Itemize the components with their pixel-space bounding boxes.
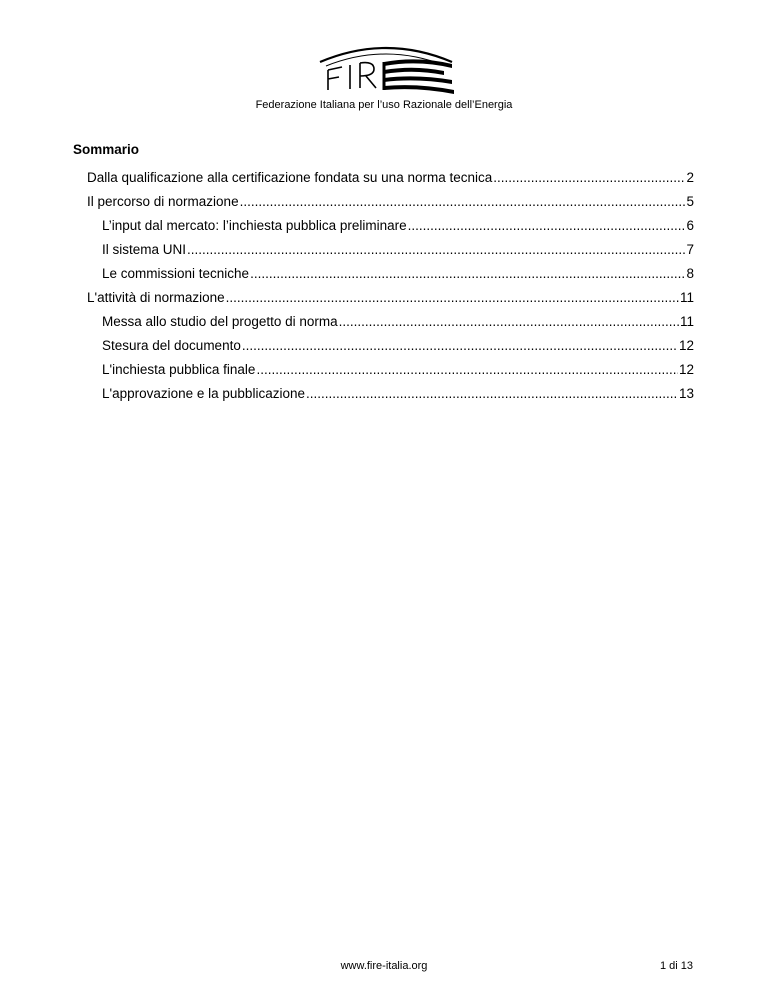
toc-entry[interactable] bbox=[102, 241, 694, 259]
toc-entry-page: 5 bbox=[686, 194, 694, 209]
toc-entry-text: Il percorso di normazione bbox=[87, 194, 239, 209]
toc-entry[interactable] bbox=[102, 313, 694, 331]
toc-entry-text: L'inchiesta pubblica finale bbox=[102, 362, 256, 377]
toc-entry-text: Il sistema UNI bbox=[102, 242, 187, 257]
toc-entry-text: L’input dal mercato: l’inchiesta pubblica preliminare bbox=[102, 218, 407, 233]
toc-entry[interactable] bbox=[102, 385, 694, 403]
toc-entry-page: 11 bbox=[679, 314, 694, 329]
toc-entry-page: 11 bbox=[679, 290, 694, 305]
footer-page-indicator: 1 di 13 bbox=[659, 960, 693, 972]
toc-entry-text: Dalla qualificazione alla certificazione fondata su una norma tecnica bbox=[87, 170, 493, 185]
toc-dot-leader bbox=[256, 361, 678, 379]
toc-entry-page: 12 bbox=[678, 338, 694, 353]
toc-dot-leader bbox=[187, 241, 685, 259]
organization-name: Federazione Italiana per l’uso Razionale dell’Energia bbox=[255, 99, 513, 111]
toc-entry[interactable] bbox=[87, 193, 694, 211]
toc-dot-leader bbox=[226, 289, 679, 307]
toc-dot-leader bbox=[339, 313, 679, 331]
toc-entry[interactable] bbox=[102, 265, 694, 283]
toc-entry[interactable] bbox=[102, 337, 694, 355]
toc-dot-leader bbox=[408, 217, 686, 235]
footer-url[interactable]: www.fire-italia.org bbox=[340, 960, 428, 972]
toc-entry-page: 13 bbox=[678, 386, 694, 401]
toc-entry-text: Stesura del documento bbox=[102, 338, 241, 353]
toc-entry-text: Le commissioni tecniche bbox=[102, 266, 250, 281]
svg-text:FIRE: FIRE bbox=[386, 94, 389, 95]
toc-entry-page: 8 bbox=[686, 266, 694, 281]
toc-dot-leader bbox=[242, 337, 678, 355]
toc-dot-leader bbox=[240, 193, 686, 211]
toc-dot-leader bbox=[250, 265, 685, 283]
toc-entry-text: Messa allo studio del progetto di norma bbox=[102, 314, 338, 329]
toc-entry[interactable] bbox=[102, 217, 694, 235]
toc-entry[interactable] bbox=[87, 289, 694, 307]
toc-entry-text: L'approvazione e la pubblicazione bbox=[102, 386, 305, 401]
toc-dot-leader bbox=[306, 385, 678, 403]
toc-entry-page: 6 bbox=[686, 218, 694, 233]
toc-title: Sommario bbox=[73, 142, 140, 157]
toc-entry-text: L'attività di normazione bbox=[87, 290, 225, 305]
toc-entry[interactable] bbox=[102, 361, 694, 379]
toc-entry-page: 2 bbox=[686, 170, 694, 185]
toc-entry-page: 12 bbox=[678, 362, 694, 377]
toc-dot-leader bbox=[493, 169, 685, 187]
toc-entry-page: 7 bbox=[686, 242, 694, 257]
fire-logo bbox=[306, 40, 466, 96]
toc-entry[interactable] bbox=[87, 169, 694, 187]
